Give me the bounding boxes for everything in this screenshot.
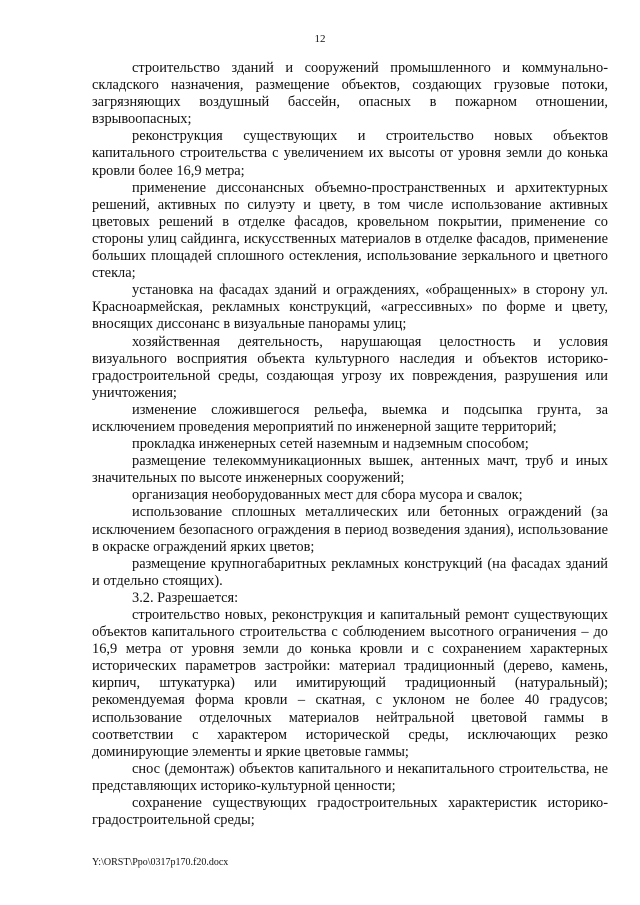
document-body	[92, 60, 608, 829]
paragraph-permitted-demolition: снос (демонтаж) объектов капитального и некапитального строительства, не представляющих историко-культурной ценности;	[92, 760, 608, 794]
paragraph-prohibition-utility-networks: прокладка инженерных сетей наземным и надземным способом;	[132, 436, 529, 453]
paragraph-prohibition-large-advertising: размещение крупногабаритных рекламных конструкций (на фасадах зданий и отдельно стоящих).	[92, 555, 608, 589]
paragraph-prohibition-fences: использование сплошных металлических или бетонных ограждений (за исключением безопасного ограждения в период возведения здания), использование в окраске ограждений ярких цветов;	[92, 504, 608, 555]
page-number: 12	[314, 33, 326, 45]
paragraph-prohibition-towers: размещение телекоммуникационных вышек, антенных мачт, труб и иных значительных по высоте инженерных сооружений;	[92, 453, 608, 487]
paragraph-prohibition-garbage: организация необорудованных мест для сбора мусора и свалок;	[132, 487, 523, 504]
paragraph-prohibition-economic-activity: хозяйственная деятельность, нарушающая целостность и условия визуального восприятия объекта культурного наследия и объектов историко-градостроительной среды, создающая угрозу их повреждения, разрушения или уничтожения;	[92, 333, 608, 401]
paragraph-permitted-construction: строительство новых, реконструкция и капитальный ремонт существующих объектов капитального строительства с соблюдением высотного ограничения – до 16,9 метра от уровня земли до конька кровли и с сохранением характерных исторических параметров застройки: материал традиционный (дерево, камень, кирпич, штукатурка) или имитирующий традиционный (натуральный); рекомендуемая форма кровли – скатная, с уклоном не более 40 градусов; использование отделочных материалов нейтральной цветовой гаммы в соответствии с характером исторической среды, исключающих резко доминирующие элементы и яркие цветовые гаммы;	[92, 607, 608, 760]
paragraph-prohibition-advertising-facades: установка на фасадах зданий и ограждениях, «обращенных» в сторону ул. Красноармейская, рекламных конструкций, «агрессивных» по форме и цвету, вносящих диссонанс в визуальные панорамы улиц;	[92, 282, 608, 333]
paragraph-prohibition-relief-change: изменение сложившегося рельефа, выемка и подсыпка грунта, за исключением проведения мероприятий по инженерной защите территорий;	[92, 401, 608, 435]
paragraph-prohibition-height: реконструкция существующих и строительство новых объектов капитального строительства с увеличением их высоты от уровня земли до конька кровли более 16,9 метра;	[92, 128, 608, 179]
paragraph-prohibition-dissonant-design: применение диссонансных объемно-пространственных и архитектурных решений, активных по силуэту и цвету, в том числе использование активных цветовых решений в отделке фасадов, кровельном покрытии, применение со стороны улиц сайдинга, искусственных материалов в отделке фасадов, применение больших площадей сплошного остекления, использование зеркального и цветного стекла;	[92, 179, 608, 282]
footer-file-path: Y:\ORST\Ppo\0317p170.f20.docx	[92, 857, 229, 868]
paragraph-prohibition-industrial: строительство зданий и сооружений промышленного и коммунально-складского назначения, размещение объектов, создающих грузовые потоки, загрязняющих воздушный бассейн, опасных в пожарном отношении, взрывоопасных;	[92, 60, 608, 128]
section-heading-permitted: 3.2. Разрешается:	[132, 589, 239, 606]
paragraph-permitted-preservation: сохранение существующих градостроительных характеристик историко-градостроительной среды;	[92, 795, 608, 829]
